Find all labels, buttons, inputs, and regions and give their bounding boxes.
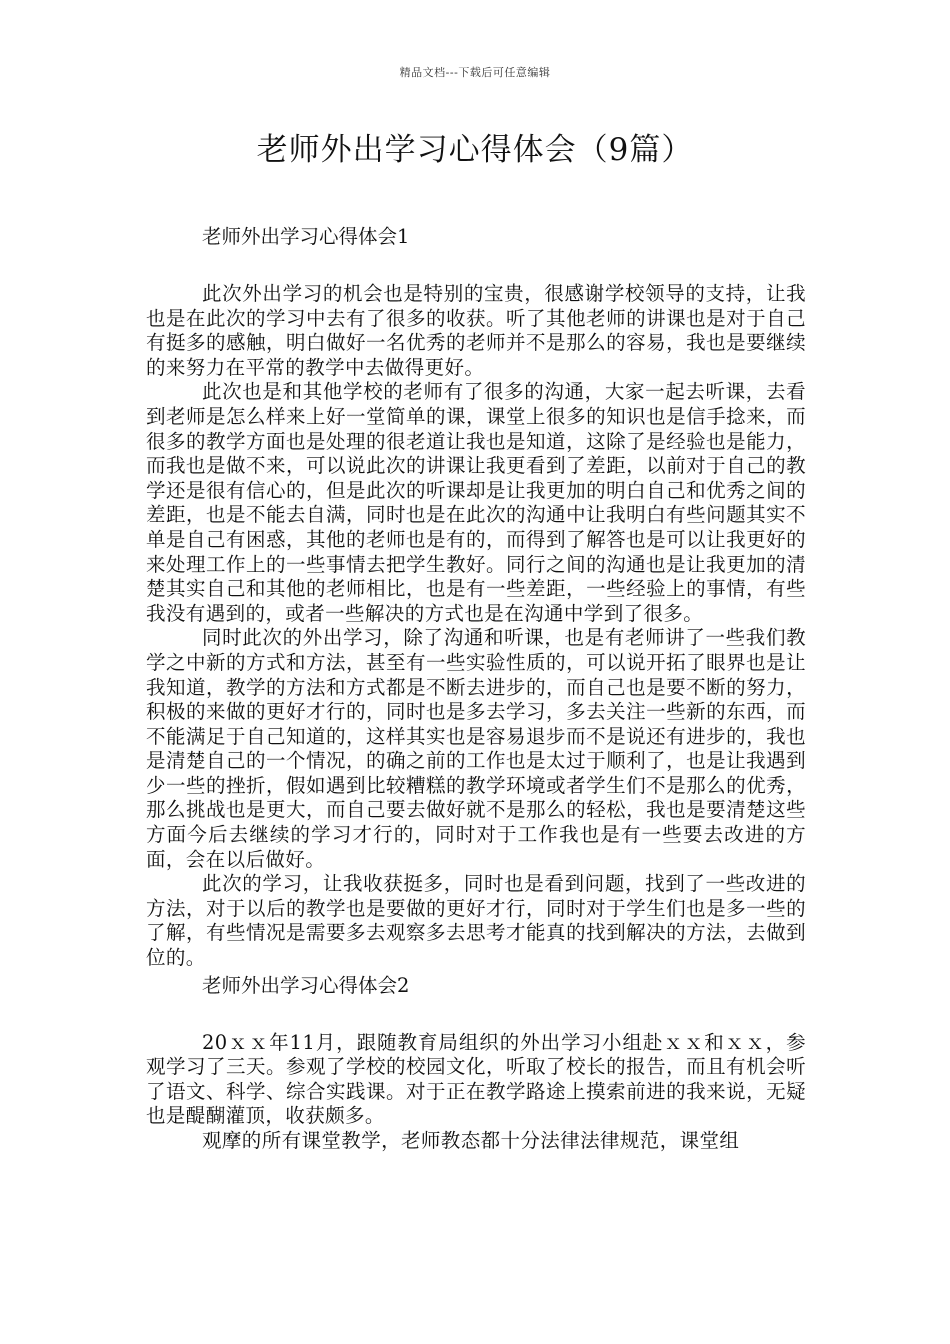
document-title: 老师外出学习心得体会（9篇） bbox=[256, 132, 694, 168]
paragraph: 观摩的所有课堂教学，老师教态都十分法律法律规范，课堂组 bbox=[202, 1129, 740, 1152]
document-body bbox=[146, 222, 806, 1154]
paragraph: 此次的学习，让我收获挺多，同时也是看到问题，找到了一些改进的方法，对于以后的教学也是要做的更好才行，同时对于学生们也是多一些的了解，有些情况是需要多去观察多去思考才能真的找到解决的方法，去做到位的。 bbox=[146, 872, 806, 970]
header-note: 精品文档---下载后可任意编辑 bbox=[399, 66, 551, 79]
paragraph: 同时此次的外出学习，除了沟通和听课，也是有老师讲了一些我们教学之中新的方式和方法，甚至有一些实验性质的，可以说开拓了眼界也是让我知道，教学的方法和方式都是不断去进步的，而自己也是要不断的努力，积极的来做的更好才行的，同时也是多去学习，多去关注一些新的东西，而不能满足于自己知道的，这样其实也是容易退步而不是说还有进步的，我也是清楚自己的一个情况，的确之前的工作也是太过于顺利了，也是让我遇到少一些的挫折，假如遇到比较糟糕的教学环境或者学生们不是那么的优秀，那么挑战也是更大，而自己要去做好就不是那么的轻松，我也是要清楚这些方面今后去继续的学习才行的，同时对于工作我也是有一些要去改进的方面，会在以后做好。 bbox=[146, 626, 806, 871]
paragraph: 此次外出学习的机会也是特别的宝贵，很感谢学校领导的支持，让我也是在此次的学习中去有了很多的收获。听了其他老师的讲课也是对于自己有挺多的感触，明白做好一名优秀的老师并不是那么的容易，我也是要继续的来努力在平常的教学中去做得更好。 bbox=[146, 282, 806, 379]
paragraph: 此次也是和其他学校的老师有了很多的沟通，大家一起去听课，去看到老师是怎么样来上好一堂简单的课，课堂上很多的知识也是信手捻来，而很多的教学方面也是处理的很老道让我也是知道，这除了是经验也是能力，而我也是做不来，可以说此次的讲课让我更看到了差距，以前对于自己的教学还是很有信心的，但是此次的听课却是让我更加的明白自己和优秀之间的差距，也是不能去自满，同时也是在此次的沟通中让我明白有些问题其实不单是自己有困惑，其他的老师也是有的，而得到了解答也是可以让我更好的来处理工作上的一些事情去把学生教好。同行之间的沟通也是让我更加的清楚其实自己和其他的老师相比，也是有一些差距，一些经验上的事情，有些我没有遇到的，或者一些解决的方式也是在沟通中学到了很多。 bbox=[146, 380, 806, 625]
section-heading-2: 老师外出学习心得体会2 bbox=[202, 973, 410, 997]
section-heading-1: 老师外出学习心得体会1 bbox=[202, 225, 410, 248]
paragraph: 20ｘｘ年11月，跟随教育局组织的外出学习小组赴ｘｘ和ｘｘ，参观学习了三天。参观了学校的校园文化，听取了校长的报告，而且有机会听了语文、科学、综合实践课。对于正在教学路途上摸索前进的我来说，无疑也是醍醐灌顶，收获颇多。 bbox=[146, 1030, 806, 1128]
